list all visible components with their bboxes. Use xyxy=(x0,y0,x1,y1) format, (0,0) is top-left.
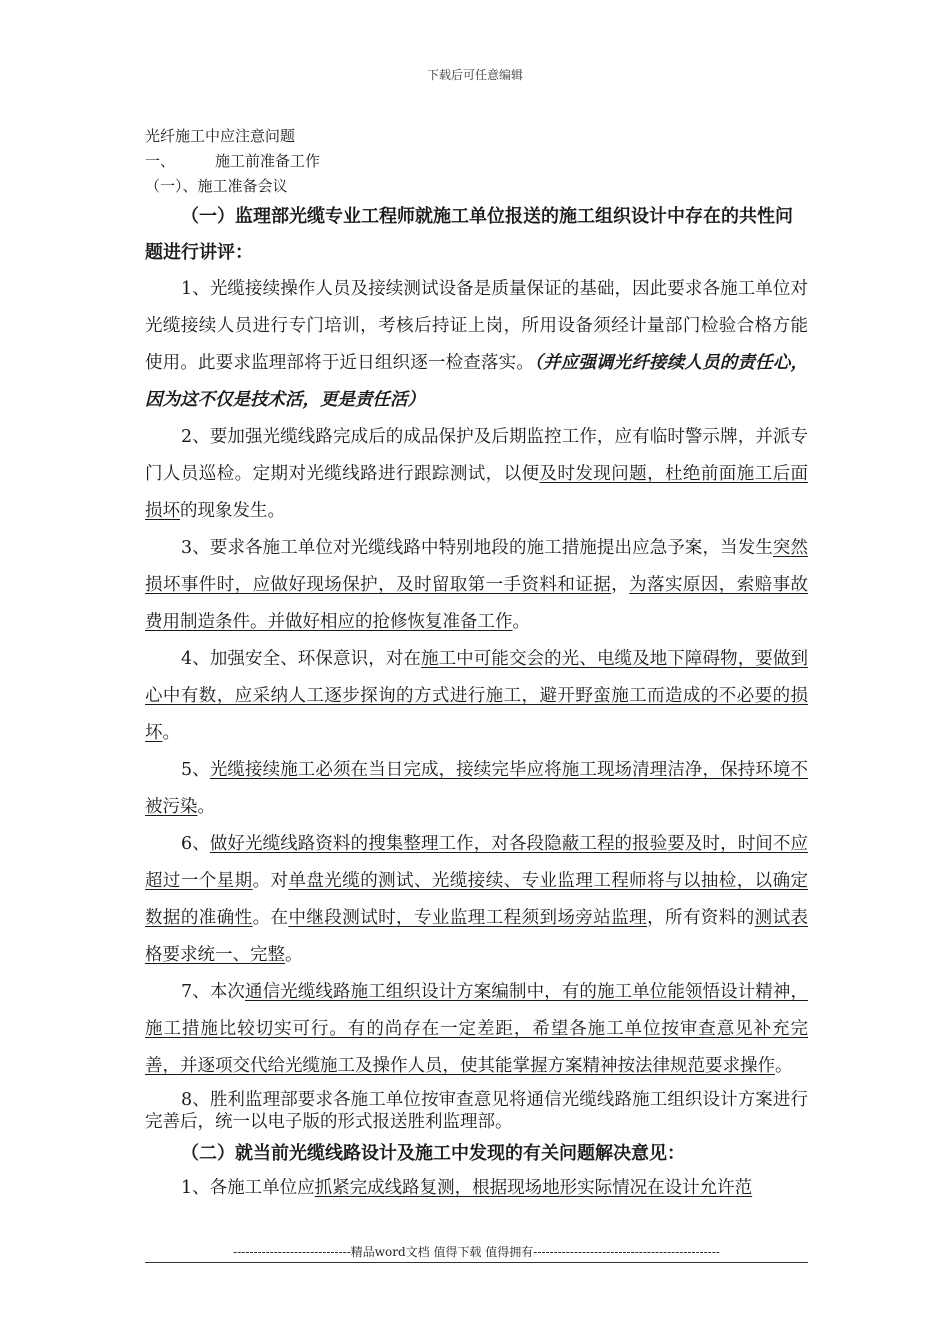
paragraph-6-underline-2: 单盘光缆的测试、光缆接续、专业监理工程师将与以抽检，以确定数据的准确性 xyxy=(145,871,809,928)
paragraph-2-text: 2、要加强光缆线路完成后的成品保护及后期监控工作，应有临时警示牌，并派专门人员巡检。定期对光缆线路进行跟踪测试，以便 xyxy=(145,427,808,484)
paragraph-6-sep-1: 。对 xyxy=(252,871,289,891)
paragraph-4-text: 4、加强安全、环保意识，对在 xyxy=(181,649,421,669)
paragraph-6-underline-4: 测试表格要求统一、完整 xyxy=(145,908,809,965)
section-number: 一、 xyxy=(145,152,176,170)
footer-rule xyxy=(145,1262,808,1263)
paragraph-3-underline-1: 突然损坏事件时，应做好现场保护，及时留取第一手资料和证据 xyxy=(145,538,809,595)
paragraph-7 xyxy=(145,974,808,1085)
paragraph-5 xyxy=(145,752,808,826)
paragraph-7-underline: 通信光缆线路施工组织设计方案编制中，有的施工单位能领悟设计精神，施工措施比较切实可行。有的尚存在一定差距，希望各施工单位按审查意见补充完善，并逐项交代给光缆施工及操作人员，使其能掌握方案精神按法律规范要求操作 xyxy=(145,982,809,1076)
paragraph-9-text: 1、各施工单位应 xyxy=(181,1178,315,1198)
paragraph-9 xyxy=(145,1170,808,1207)
paragraph-3 xyxy=(145,530,808,641)
paragraph-6-text: 6、 xyxy=(181,834,210,854)
paragraph-1-text: 1、光缆接续操作人员及接续测试设备是质量保证的基础，因此要求各施工单位对光缆接续人员进行专门培训，考核后持证上岗，所用设备须经计量部门检验合格方能使用。此要求监理部将于近日组织逐一检查落实。 xyxy=(145,279,808,373)
paragraph-6-sep-2: 。在 xyxy=(252,908,289,928)
paragraph-6-sep-3: ，所有资料的 xyxy=(647,908,755,928)
paragraph-3-underline-2: 为落实原因，索赔事故费用制造条件。并做好相应的抢修恢复准备工作 xyxy=(145,575,809,632)
document-body xyxy=(145,124,808,1207)
paragraph-2-underline: 及时发现问题，杜绝前面施工后面损坏 xyxy=(145,464,809,521)
bold-heading-1: （一）监理部光缆专业工程师就施工单位报送的施工组织设计中存在的共性问题进行讲评： xyxy=(145,206,793,263)
paragraph-6-tail: 。 xyxy=(285,945,303,965)
page-header: 下载后可任意编辑 xyxy=(426,68,523,82)
paragraph-5-underline: 光缆接续施工必须在当日完成，接续完毕应将施工现场清理洁净，保持环境不被污染 xyxy=(145,760,808,817)
paragraph-7-text: 7、本次 xyxy=(181,982,246,1002)
paragraph-6-underline-1: 做好光缆线路资料的搜集整理工作，对各段隐蔽工程的报验要及时，时间不应超过一个星期 xyxy=(145,834,808,891)
paragraph-4-tail: 。 xyxy=(162,723,180,743)
paragraph-3-tail: 。 xyxy=(512,612,530,632)
page-footer: -----------------------------精品word文档 值得下载 值得拥有---------------------------------------------- xyxy=(233,1245,720,1259)
paragraph-4 xyxy=(145,641,808,752)
section-label: 施工前准备工作 xyxy=(215,152,321,170)
paragraph-9-underline: 抓紧完成线路复测，根据现场地形实际情况在设计允许范 xyxy=(314,1178,753,1198)
paragraph-1 xyxy=(145,271,808,419)
paragraph-3-sep: ， xyxy=(611,575,630,595)
paragraph-6-underline-3: 中继段测试时，专业监理工程须到场旁站监理 xyxy=(288,908,648,928)
paragraph-2-tail: 的现象发生。 xyxy=(180,501,285,521)
subsection-heading: （一）、施工准备会议 xyxy=(145,177,288,195)
paragraph-8: 8、胜利监理部要求各施工单位按审查意见将通信光缆线路施工组织设计方案进行完善后，统一以电子版的形式报送胜利监理部。 xyxy=(145,1090,808,1132)
paragraph-2 xyxy=(145,419,808,530)
bold-heading-2: （二）就当前光缆线路设计及施工中发现的有关问题解决意见： xyxy=(181,1143,685,1164)
paragraph-1-emphasis: （并应强调光纤接续人员的责任心，因为这不仅是技术活，更是责任活） xyxy=(145,353,809,410)
paragraph-6 xyxy=(145,826,808,974)
paragraph-5-tail: 。 xyxy=(197,797,215,817)
document-title: 光纤施工中应注意问题 xyxy=(145,127,296,145)
paragraph-5-text: 5、 xyxy=(181,760,210,780)
paragraph-7-tail: 。 xyxy=(775,1056,793,1076)
paragraph-4-underline: 施工中可能交会的光、电缆及地下障碍物，要做到心中有数，应采纳人工逐步探询的方式进行施工，避开野蛮施工而造成的不必要的损坏 xyxy=(145,649,808,743)
paragraph-3-text: 3、要求各施工单位对光缆线路中特别地段的施工措施提出应急予案，当发生 xyxy=(181,538,773,558)
section-heading xyxy=(145,149,808,174)
